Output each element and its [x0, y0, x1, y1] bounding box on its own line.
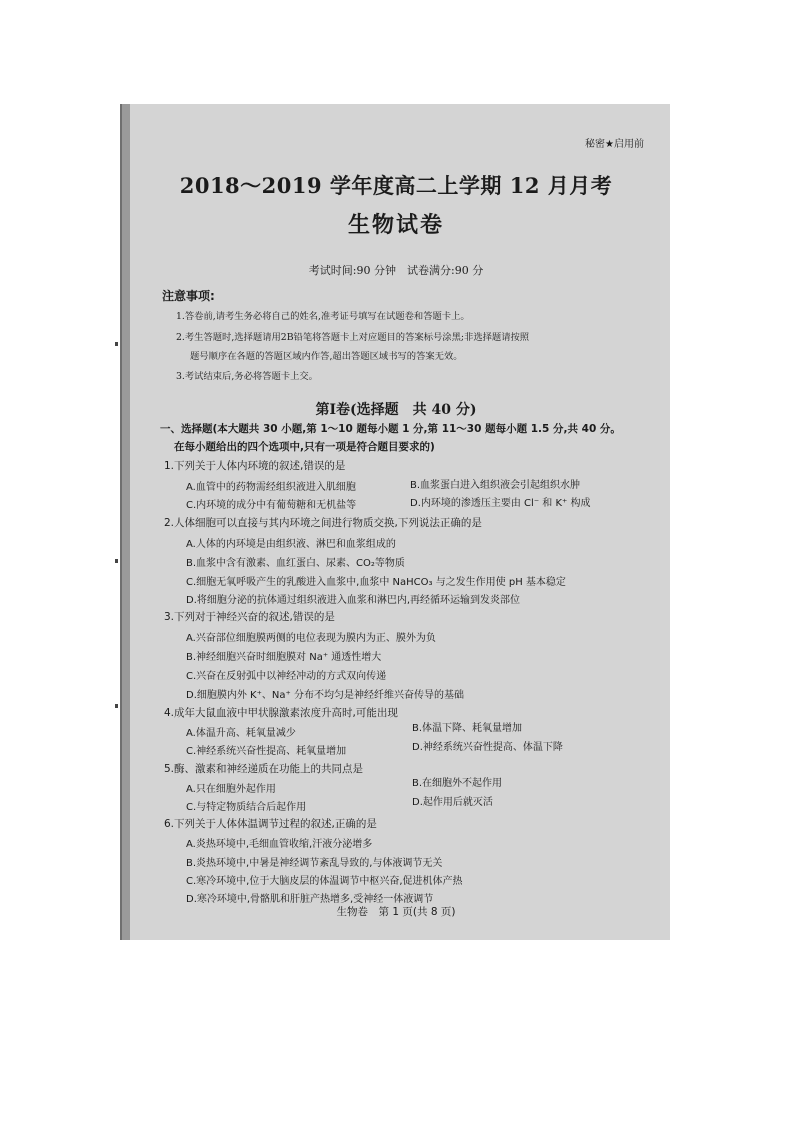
note-item: 2.考生答题时,选择题请用2B铅笔将答题卡上对应题目的答案标号涂黑;非选择题请按照: [176, 332, 530, 343]
option-c: C.与特定物质结合后起作用: [186, 802, 307, 813]
part-title: 第Ⅰ卷(选择题 共 40 分): [315, 402, 477, 418]
note-item: 1.答卷前,请考生务必将自己的姓名,准考证号填写在试题卷和答题卡上。: [176, 311, 470, 322]
note-item: 题号顺序在各题的答题区域内作答,超出答题区域书写的答案无效。: [190, 351, 463, 362]
option-b: B.炎热环境中,中暑是神经调节紊乱导致的,与体液调节无关: [186, 858, 443, 869]
margin-mark: [115, 559, 118, 563]
margin-mark: [115, 704, 118, 708]
option-b: B.体温下降、耗氧量增加: [412, 723, 523, 734]
option-a: A.血管中的药物需经组织液进入肌细胞: [186, 482, 356, 493]
question-stem: 1.下列关于人体内环境的叙述,错误的是: [164, 460, 346, 472]
option-b: B.血浆中含有激素、血红蛋白、尿素、CO₂等物质: [186, 558, 405, 569]
option-b: B.血浆蛋白进入组织液会引起组织水肿: [410, 480, 581, 491]
option-d: D.将细胞分泌的抗体通过组织液进入血浆和淋巴内,再经循环运输到发炎部位: [186, 595, 521, 606]
option-b: B.在细胞外不起作用: [412, 778, 503, 789]
scanned-exam-page: [120, 104, 670, 940]
option-d: D.内环境的渗透压主要由 Cl⁻ 和 K⁺ 构成: [410, 498, 591, 509]
exam-time-score: 考试时间:90 分钟 试卷满分:90 分: [308, 264, 484, 277]
option-d: D.神经系统兴奋性提高、体温下降: [412, 742, 563, 753]
option-b: B.神经细胞兴奋时细胞膜对 Na⁺ 通透性增大: [186, 652, 382, 663]
margin-mark: [115, 342, 118, 346]
exam-subject-title: 生物试卷: [347, 212, 444, 238]
option-a: A.人体的内环境是由组织液、淋巴和血浆组成的: [186, 539, 396, 550]
option-c: C.兴奋在反射弧中以神经冲动的方式双向传递: [186, 671, 387, 682]
option-c: C.寒冷环境中,位于大脑皮层的体温调节中枢兴奋,促进机体产热: [186, 876, 463, 887]
confidential-label: 秘密★启用前: [585, 139, 644, 150]
question-stem: 3.下列对于神经兴奋的叙述,错误的是: [164, 611, 335, 623]
option-c: C.细胞无氧呼吸产生的乳酸进入血浆中,血浆中 NaHCO₃ 与之发生作用使 pH 基本稳定: [186, 577, 566, 588]
question-stem: 2.人体细胞可以直接与其内环境之间进行物质交换,下列说法正确的是: [164, 517, 482, 529]
page-footer: 生物卷 第 1 页(共 8 页): [336, 906, 456, 918]
option-c: C.神经系统兴奋性提高、耗氧量增加: [186, 746, 347, 757]
option-a: A.炎热环境中,毛细血管收缩,汗液分泌增多: [186, 839, 373, 850]
option-d: D.寒冷环境中,骨骼肌和肝脏产热增多,受神经一体液调节: [186, 894, 434, 905]
note-item: 3.考试结束后,务必将答题卡上交。: [176, 371, 318, 382]
option-d: D.起作用后就灭活: [412, 797, 493, 808]
notes-heading: 注意事项:: [162, 289, 215, 303]
question-stem: 5.酶、激素和神经递质在功能上的共同点是: [164, 763, 364, 775]
section-instructions: 在每小题给出的四个选项中,只有一项是符合题目要求的): [174, 441, 435, 453]
section-instructions: 一、选择题(本大题共 30 小题,第 1～10 题每小题 1 分,第 11～30 题每小题 1.5 分,共 40 分。: [160, 423, 621, 435]
question-stem: 6.下列关于人体体温调节过程的叙述,正确的是: [164, 818, 377, 830]
option-a: A.兴奋部位细胞膜两侧的电位表现为膜内为正、膜外为负: [186, 633, 436, 644]
exam-title: 2018～2019 学年度高二上学期 12 月月考: [179, 173, 613, 198]
option-c: C.内环境的成分中有葡萄糖和无机盐等: [186, 500, 357, 511]
question-stem: 4.成年大鼠血液中甲状腺激素浓度升高时,可能出现: [164, 707, 398, 719]
option-d: D.细胞膜内外 K⁺、Na⁺ 分布不均匀是神经纤维兴奋传导的基础: [186, 690, 464, 701]
option-a: A.只在细胞外起作用: [186, 784, 276, 795]
option-a: A.体温升高、耗氧量减少: [186, 728, 296, 739]
